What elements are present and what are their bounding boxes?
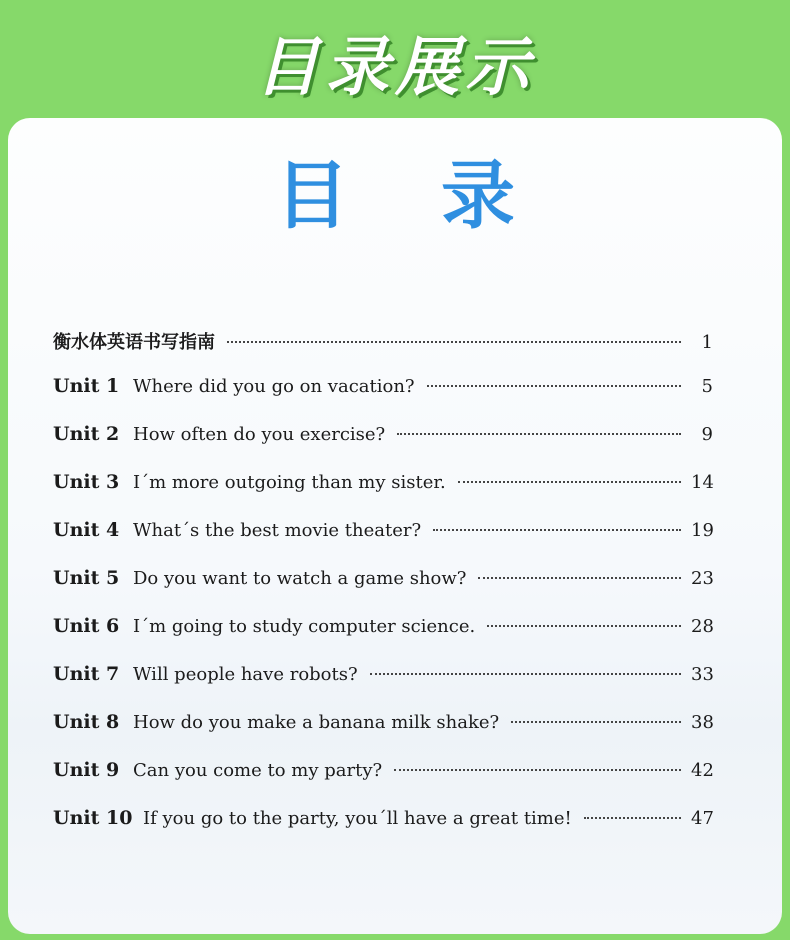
leader-dots <box>478 577 681 579</box>
toc-heading-left: 目 <box>275 153 349 239</box>
toc-entry-title: Can you come to my party? <box>133 760 383 781</box>
leader-dots <box>487 625 681 627</box>
toc-entry-title: How often do you exercise? <box>133 424 386 445</box>
toc-entry-unit: Unit 5 <box>53 567 120 589</box>
toc-entry-title: If you go to the party, you´ll have a great time! <box>143 808 572 829</box>
leader-dots <box>427 385 681 387</box>
leader-dots <box>227 341 681 343</box>
leader-dots <box>394 769 681 771</box>
toc-entry-page: 1 <box>701 332 713 353</box>
toc-entry-page: 47 <box>691 808 714 829</box>
toc-entry-unit: Unit 7 <box>53 663 120 685</box>
toc-entry-page: 5 <box>701 376 713 397</box>
toc-entry-page: 42 <box>691 760 714 781</box>
toc-row-unit-10[interactable] <box>53 807 713 855</box>
toc-entry-unit: Unit 10 <box>53 807 133 829</box>
toc-entry-unit: Unit 8 <box>53 711 120 733</box>
toc-row-guide[interactable] <box>53 328 713 376</box>
toc-entry-title: 衡水体英语书写指南 <box>53 332 215 353</box>
toc-entry-page: 19 <box>691 520 714 541</box>
toc-row-unit-4[interactable] <box>53 519 713 567</box>
toc-entry-page: 23 <box>691 568 714 589</box>
toc-entry-unit: Unit 9 <box>53 759 120 781</box>
leader-dots <box>458 481 681 483</box>
toc-entry-title: I´m more outgoing than my sister. <box>133 472 446 493</box>
toc-entry-page: 14 <box>691 472 714 493</box>
toc-entry-title: Will people have robots? <box>133 664 358 685</box>
leader-dots <box>370 673 681 675</box>
toc-entry-page: 33 <box>691 664 714 685</box>
toc-row-unit-6[interactable] <box>53 615 713 663</box>
toc-heading <box>8 153 782 239</box>
toc-entry-title: What´s the best movie theater? <box>133 520 422 541</box>
toc-row-unit-7[interactable] <box>53 663 713 711</box>
toc-entry-title: I´m going to study computer science. <box>133 616 476 637</box>
toc-row-unit-3[interactable] <box>53 471 713 519</box>
toc-entry-page: 28 <box>691 616 714 637</box>
toc-row-unit-9[interactable] <box>53 759 713 807</box>
toc-entry-unit: Unit 1 <box>53 375 120 397</box>
banner-title: 目录展示 <box>255 31 535 105</box>
toc-entry-page: 9 <box>701 424 713 445</box>
leader-dots <box>584 817 681 819</box>
toc-row-unit-8[interactable] <box>53 711 713 759</box>
toc-entry-title: Do you want to watch a game show? <box>133 568 467 589</box>
toc-list <box>53 328 713 855</box>
toc-row-unit-5[interactable] <box>53 567 713 615</box>
toc-row-unit-1[interactable] <box>53 375 713 423</box>
toc-entry-unit: Unit 2 <box>53 423 120 445</box>
toc-card <box>8 118 782 934</box>
toc-entry-unit: Unit 6 <box>53 615 120 637</box>
leader-dots <box>511 721 681 723</box>
toc-entry-page: 38 <box>691 712 714 733</box>
toc-entry-title: How do you make a banana milk shake? <box>133 712 500 733</box>
leader-dots <box>433 529 681 531</box>
toc-entry-unit: Unit 3 <box>53 471 120 493</box>
leader-dots <box>397 433 681 435</box>
toc-heading-right: 录 <box>441 153 515 239</box>
toc-entry-unit: Unit 4 <box>53 519 120 541</box>
toc-row-unit-2[interactable] <box>53 423 713 471</box>
banner <box>0 0 790 118</box>
toc-entry-title: Where did you go on vacation? <box>133 376 415 397</box>
